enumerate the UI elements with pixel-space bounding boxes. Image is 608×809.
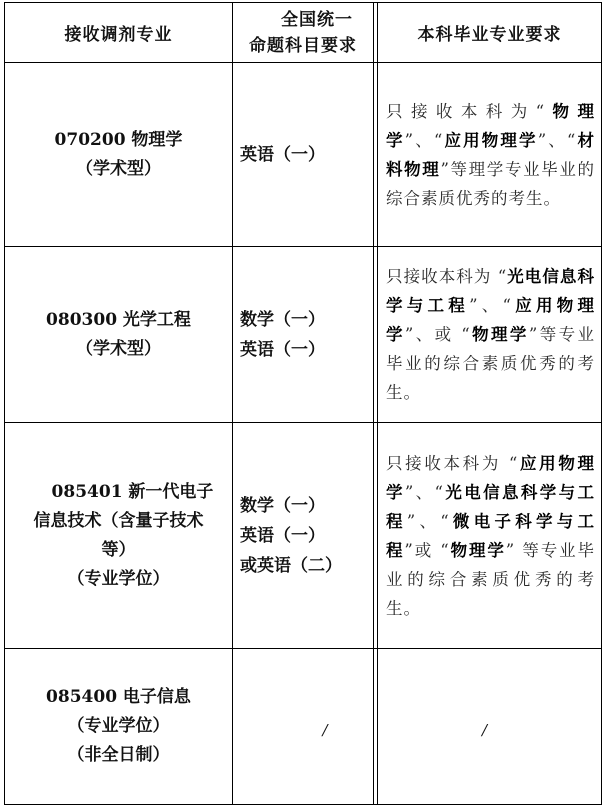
requirement-major-name: 应用物理学 (443, 130, 538, 150)
row-1-requirement-text (386, 97, 595, 213)
header-subjects (233, 3, 373, 62)
row-3-requirement (378, 423, 601, 648)
row-3-major (5, 423, 232, 648)
row-2-major-code: 080300 光学工程 (46, 309, 191, 330)
requirement-major-name: 光电信息科学与工程 (386, 267, 595, 315)
header-subjects-line1: 全国统一 (281, 9, 353, 30)
requirement-text-segment: ”等理学专业毕业的综合素质优秀的考生。 (386, 159, 596, 208)
requirement-text-segment: ”、“ (404, 482, 444, 502)
row-2-major-type: （学术型） (76, 338, 161, 359)
row-2-major (5, 247, 232, 422)
requirement-major-name: 应用物理学 (386, 296, 596, 344)
row-2-requirement (378, 247, 601, 422)
requirement-major-name: 材料物理 (386, 130, 596, 179)
row-3-subject-1: 数学（一） (240, 495, 325, 516)
row-4-subjects (233, 649, 373, 804)
row-3-subject-3: 或英语（二） (240, 555, 342, 576)
header-major-label: 接收调剂专业 (64, 25, 173, 45)
row-1-subjects (233, 63, 373, 246)
row-4-requirement (378, 649, 601, 804)
requirement-text-segment: ”、“ (469, 296, 512, 315)
requirement-major-name: 微电子科学与工程 (386, 511, 596, 560)
requirement-text-segment: ” 等专业毕业的综合素质优秀的考生。 (386, 540, 595, 618)
row-2-subjects (233, 247, 373, 422)
row-1-major-code: 070200 物理学 (54, 129, 183, 150)
row-1-requirement (378, 63, 601, 246)
row-3-major-line-4: （专业学位） (67, 568, 170, 589)
row-4-requirement-slash: / (481, 720, 488, 739)
requirement-major-name: 应用物理学 (386, 453, 596, 502)
header-subjects-line2: 命题科目要求 (249, 35, 357, 56)
requirement-text-segment: ”、“ (404, 130, 444, 150)
requirement-text-segment: ”等专业毕业的综合素质优秀的考生。 (386, 325, 596, 402)
row-2-requirement-text (386, 262, 595, 407)
row-3-subject-2: 英语（一） (240, 525, 325, 546)
requirement-text-segment: ”、“ (537, 130, 577, 150)
row-2-subject-1: 数学（一） (240, 309, 325, 330)
row-3-requirement-text (386, 449, 595, 623)
row-3-major-line-1: 085401 新一代电子 (51, 481, 214, 502)
requirement-text-segment: 只接收本科为“ (386, 101, 546, 121)
admission-table (4, 2, 602, 805)
requirement-major-name: 物理学 (386, 101, 595, 150)
row-4-major (5, 649, 232, 804)
row-2-subject-2: 英语（一） (240, 339, 325, 360)
row-4-major-type: （专业学位） (67, 716, 170, 736)
header-requirement-label: 本科毕业专业要求 (417, 25, 562, 45)
row-1-major-type: （学术型） (76, 158, 161, 179)
header-major (5, 3, 232, 62)
row-4-major-code: 085400 电子信息 (46, 687, 191, 707)
row-1-subject-1: 英语（一） (240, 144, 325, 165)
row-1-major (5, 63, 232, 246)
row-3-major-line-2: 信息技术（含量子技术 (33, 510, 204, 531)
header-requirement (378, 3, 601, 62)
requirement-text-segment: ”、或 “ (404, 325, 471, 344)
row-3-subjects (233, 423, 373, 648)
requirement-text-segment: 只接收本科为 “ (386, 267, 508, 286)
requirement-text-segment: ”或 “ (404, 540, 450, 560)
row-4-subject-slash: / (322, 720, 328, 739)
row-4-major-mode: （非全日制） (67, 745, 170, 765)
requirement-major-name: 物理学 (449, 540, 506, 560)
requirement-text-segment: 只接收本科为 “ (386, 453, 519, 473)
requirement-major-name: 光电信息科学与工程 (386, 482, 595, 531)
row-3-major-line-3: 等） (101, 539, 136, 560)
requirement-text-segment: ”、“ (406, 511, 450, 531)
requirement-major-name: 物理学 (470, 325, 529, 344)
